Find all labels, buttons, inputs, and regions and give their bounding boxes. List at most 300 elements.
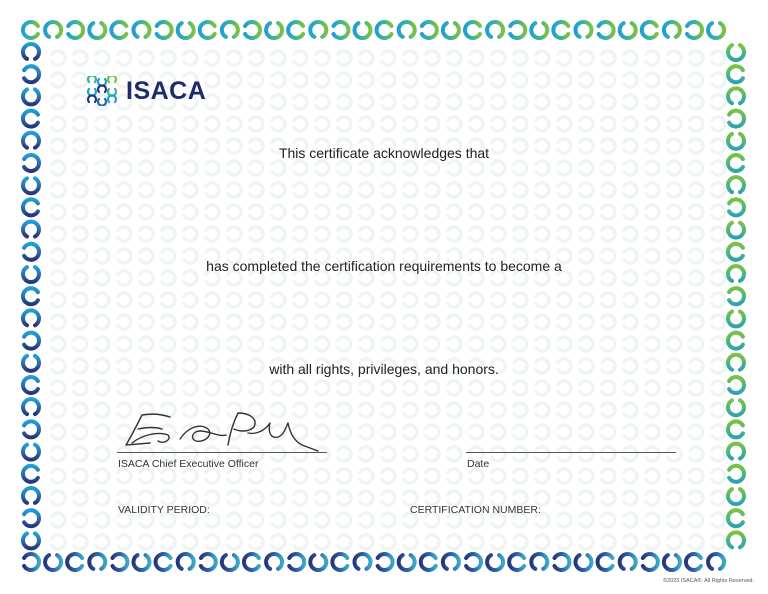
border-ring-shape xyxy=(140,337,153,351)
border-ring-shape xyxy=(294,469,307,483)
border-ring-shape xyxy=(184,381,197,395)
border-ring-shape xyxy=(96,227,109,241)
border-ring-shape xyxy=(162,469,175,483)
border-ring-shape xyxy=(272,117,285,131)
border-ring-shape xyxy=(558,403,571,417)
border-ring-shape xyxy=(23,445,39,460)
border-ring-shape xyxy=(712,381,725,395)
border-ring-shape xyxy=(558,205,571,219)
border-ring-shape xyxy=(316,95,329,109)
border-ring-shape xyxy=(250,491,263,505)
border-ring-shape xyxy=(514,183,527,197)
border-ring-shape xyxy=(448,337,461,351)
border-ring-shape xyxy=(646,117,659,131)
border-ring-shape xyxy=(228,227,241,241)
border-ring-shape xyxy=(514,337,527,351)
border-ring-shape xyxy=(24,66,39,82)
border-ring-shape xyxy=(52,73,65,87)
border-ring-shape xyxy=(162,205,175,219)
border-ring-shape xyxy=(426,425,439,439)
border-ring-shape xyxy=(360,205,373,219)
border-ring-shape xyxy=(404,51,417,65)
border-ring-shape xyxy=(96,381,109,395)
border-ring-shape xyxy=(118,381,131,395)
border-ring-shape xyxy=(140,491,153,505)
border-ring-shape xyxy=(558,469,571,483)
border-ring-shape xyxy=(360,337,373,351)
border-ring-shape xyxy=(266,554,282,569)
border-ring-shape xyxy=(668,513,681,527)
border-ring-shape xyxy=(360,95,373,109)
border-ring-shape xyxy=(426,315,439,329)
border-ring-shape xyxy=(360,491,373,505)
border-ring-shape xyxy=(338,425,351,439)
border-ring-shape xyxy=(712,469,725,483)
border-ring-shape xyxy=(45,555,61,570)
border-ring-shape xyxy=(74,337,87,351)
border-ring-shape xyxy=(668,403,681,417)
border-ring-shape xyxy=(74,513,87,527)
border-ring-shape xyxy=(536,425,549,439)
border-ring-shape xyxy=(664,22,680,37)
border-ring-shape xyxy=(96,205,109,219)
border-ring-shape xyxy=(514,469,527,483)
border-ring-shape xyxy=(668,425,681,439)
border-ring-shape xyxy=(52,403,65,417)
border-ring-shape xyxy=(250,51,263,65)
border-ring-shape xyxy=(443,554,459,569)
border-ring-shape xyxy=(448,117,461,131)
border-ring-shape xyxy=(668,293,681,307)
border-ring-shape xyxy=(558,513,571,527)
border-ring-shape xyxy=(96,513,109,527)
border-ring-shape xyxy=(96,535,109,549)
border-ring-shape xyxy=(382,293,395,307)
border-ring-shape xyxy=(426,337,439,351)
border-ring-shape xyxy=(206,73,219,87)
border-ring-shape xyxy=(448,469,461,483)
border-ring-shape xyxy=(712,315,725,329)
border-ring-shape xyxy=(140,469,153,483)
border-ring-shape xyxy=(602,227,615,241)
border-ring-shape xyxy=(118,161,131,175)
border-ring-shape xyxy=(690,315,703,329)
border-ring-shape xyxy=(250,469,263,483)
completion-text: has completed the certification requirements to become a xyxy=(206,258,562,274)
border-ring-shape xyxy=(514,491,527,505)
border-ring-shape xyxy=(74,403,87,417)
border-ring-shape xyxy=(510,22,525,38)
border-ring-shape xyxy=(728,66,743,82)
border-ring-shape xyxy=(272,51,285,65)
border-ring-shape xyxy=(89,554,105,569)
border-ring-shape xyxy=(646,491,659,505)
border-ring-shape xyxy=(272,205,285,219)
border-ring-shape xyxy=(728,312,744,327)
border-ring-shape xyxy=(448,293,461,307)
border-ring-shape xyxy=(399,555,415,570)
border-ring-shape xyxy=(646,183,659,197)
border-ring-shape xyxy=(624,161,637,175)
border-ring-shape xyxy=(382,425,395,439)
border-ring-shape xyxy=(536,469,549,483)
border-ring-shape xyxy=(580,469,593,483)
border-ring-shape xyxy=(646,51,659,65)
border-ring-shape xyxy=(382,491,395,505)
border-ring-shape xyxy=(602,95,615,109)
border-ring-shape xyxy=(536,95,549,109)
border-ring-shape xyxy=(624,183,637,197)
border-ring-shape xyxy=(228,95,241,109)
border-ring-shape xyxy=(470,315,483,329)
border-ring-shape xyxy=(536,117,549,131)
border-ring-shape xyxy=(404,73,417,87)
border-ring-shape xyxy=(404,337,417,351)
border-ring-shape xyxy=(382,73,395,87)
border-ring-shape xyxy=(470,337,483,351)
border-ring-shape xyxy=(668,73,681,87)
border-ring-shape xyxy=(96,491,109,505)
border-ring-shape xyxy=(23,288,38,304)
border-ring-shape xyxy=(250,183,263,197)
border-ring-shape xyxy=(602,161,615,175)
border-ring-shape xyxy=(338,161,351,175)
border-ring-shape xyxy=(74,381,87,395)
border-ring-shape xyxy=(514,95,527,109)
border-ring-shape xyxy=(74,315,87,329)
border-ring-shape xyxy=(294,51,307,65)
border-ring-shape xyxy=(404,469,417,483)
border-ring-shape xyxy=(536,161,549,175)
border-ring-shape xyxy=(404,161,417,175)
border-ring-shape xyxy=(690,403,703,417)
border-ring-shape xyxy=(360,117,373,131)
border-ring-shape xyxy=(118,293,131,307)
border-ring-shape xyxy=(624,469,637,483)
border-ring-shape xyxy=(712,293,725,307)
border-ring-shape xyxy=(378,554,393,570)
border-ring-shape xyxy=(96,469,109,483)
border-ring-shape xyxy=(23,111,38,127)
border-ring-shape xyxy=(178,23,194,38)
border-ring-shape xyxy=(602,447,615,461)
border-ring-shape xyxy=(426,447,439,461)
border-ring-shape xyxy=(184,51,197,65)
border-ring-shape xyxy=(338,205,351,219)
border-ring-shape xyxy=(272,73,285,87)
border-ring-shape xyxy=(338,51,351,65)
border-ring-shape xyxy=(178,554,194,569)
border-ring-shape xyxy=(118,183,131,197)
border-ring-shape xyxy=(52,513,65,527)
border-ring-shape xyxy=(96,161,109,175)
border-ring-shape xyxy=(555,554,570,570)
border-ring-shape xyxy=(200,22,215,38)
border-ring-shape xyxy=(360,161,373,175)
border-ring-shape xyxy=(23,488,39,503)
border-ring-shape xyxy=(470,293,483,307)
border-ring-shape xyxy=(728,489,744,504)
border-ring-shape xyxy=(162,315,175,329)
border-ring-shape xyxy=(646,161,659,175)
border-ring-shape xyxy=(558,161,571,175)
border-ring-shape xyxy=(536,73,549,87)
border-ring-shape xyxy=(134,555,150,570)
border-ring-shape xyxy=(492,491,505,505)
border-ring-shape xyxy=(580,95,593,109)
border-ring-shape xyxy=(272,161,285,175)
border-ring-shape xyxy=(404,315,417,329)
border-ring-shape xyxy=(294,491,307,505)
border-ring-shape xyxy=(580,381,593,395)
border-ring-shape xyxy=(206,337,219,351)
border-ring-shape xyxy=(668,447,681,461)
border-ring-shape xyxy=(250,227,263,241)
border-ring-shape xyxy=(668,491,681,505)
border-ring-shape xyxy=(690,117,703,131)
border-ring-shape xyxy=(272,491,285,505)
border-ring-shape xyxy=(426,51,439,65)
border-ring-shape xyxy=(690,227,703,241)
border-ring-shape xyxy=(492,337,505,351)
border-ring-shape xyxy=(443,23,459,38)
border-ring-shape xyxy=(74,469,87,483)
border-ring-shape xyxy=(580,183,593,197)
border-ring-shape xyxy=(310,22,326,37)
border-ring-shape xyxy=(316,469,329,483)
border-ring-shape xyxy=(52,95,65,109)
border-ring-shape xyxy=(360,535,373,549)
border-ring-shape xyxy=(228,337,241,351)
border-ring-shape xyxy=(514,161,527,175)
border-ring-shape xyxy=(52,315,65,329)
border-ring-shape xyxy=(729,466,744,482)
border-ring-shape xyxy=(470,73,483,87)
border-ring-shape xyxy=(96,51,109,65)
border-ring-shape xyxy=(448,447,461,461)
border-ring-shape xyxy=(294,73,307,87)
border-ring-shape xyxy=(492,95,505,109)
border-ring-shape xyxy=(24,554,39,570)
border-ring-shape xyxy=(272,513,285,527)
border-ring-shape xyxy=(558,227,571,241)
border-ring-shape xyxy=(712,337,725,351)
border-ring-shape xyxy=(668,95,681,109)
border-ring-shape xyxy=(74,293,87,307)
border-ring-shape xyxy=(712,51,725,65)
border-ring-shape xyxy=(23,310,39,325)
border-ring-shape xyxy=(602,183,615,197)
border-ring-shape xyxy=(162,227,175,241)
border-ring-shape xyxy=(728,88,744,103)
border-ring-shape xyxy=(470,161,483,175)
border-ring-shape xyxy=(228,315,241,329)
border-ring-shape xyxy=(580,315,593,329)
border-ring-shape xyxy=(558,293,571,307)
border-ring-shape xyxy=(228,183,241,197)
border-ring-shape xyxy=(728,177,744,192)
border-ring-shape xyxy=(514,447,527,461)
border-ring-shape xyxy=(272,381,285,395)
border-ring-shape xyxy=(52,447,65,461)
border-ring-shape xyxy=(646,425,659,439)
border-ring-shape xyxy=(310,555,326,570)
border-ring-shape xyxy=(580,227,593,241)
border-ring-shape xyxy=(536,337,549,351)
border-ring-shape xyxy=(690,95,703,109)
border-ring-shape xyxy=(360,51,373,65)
border-ring-shape xyxy=(470,535,483,549)
border-ring-shape xyxy=(250,513,263,527)
border-ring-shape xyxy=(24,421,39,437)
border-ring-shape xyxy=(96,337,109,351)
border-ring-shape xyxy=(712,183,725,197)
border-ring-shape xyxy=(690,425,703,439)
border-ring-shape xyxy=(404,205,417,219)
border-ring-shape xyxy=(377,22,392,38)
border-ring-shape xyxy=(294,337,307,351)
border-ring-shape xyxy=(531,554,547,569)
border-ring-shape xyxy=(426,535,439,549)
border-ring-shape xyxy=(96,425,109,439)
border-ring-shape xyxy=(448,73,461,87)
border-ring-shape xyxy=(382,469,395,483)
border-ring-shape xyxy=(118,337,131,351)
border-ring-shape xyxy=(184,491,197,505)
border-ring-shape xyxy=(222,555,238,570)
border-ring-shape xyxy=(602,51,615,65)
border-ring-shape xyxy=(599,22,614,38)
border-ring-shape xyxy=(52,51,65,65)
border-ring-shape xyxy=(729,377,744,393)
border-ring-shape xyxy=(712,513,725,527)
border-ring-shape xyxy=(712,425,725,439)
border-ring-shape xyxy=(728,444,744,459)
border-ring-shape xyxy=(23,90,39,105)
border-ring-shape xyxy=(294,293,307,307)
border-ring-shape xyxy=(360,403,373,417)
border-ring-shape xyxy=(492,227,505,241)
border-ring-shape xyxy=(382,205,395,219)
border-ring-shape xyxy=(67,554,82,570)
border-ring-shape xyxy=(580,161,593,175)
border-ring-shape xyxy=(646,73,659,87)
border-ring-shape xyxy=(184,315,197,329)
border-ring-shape xyxy=(492,381,505,395)
border-ring-shape xyxy=(24,510,39,526)
border-ring-shape xyxy=(23,399,39,414)
border-ring-shape xyxy=(294,183,307,197)
border-ring-shape xyxy=(206,117,219,131)
border-ring-shape xyxy=(23,534,39,549)
border-ring-shape xyxy=(272,535,285,549)
border-ring-shape xyxy=(294,161,307,175)
border-ring-shape xyxy=(492,293,505,307)
border-ring-shape xyxy=(646,205,659,219)
border-ring-shape xyxy=(184,337,197,351)
border-ring-shape xyxy=(74,95,87,109)
border-ring-shape xyxy=(140,381,153,395)
border-ring-shape xyxy=(338,315,351,329)
border-ring-shape xyxy=(470,117,483,131)
border-ring-shape xyxy=(23,199,38,215)
border-ring-shape xyxy=(492,161,505,175)
border-ring-shape xyxy=(580,205,593,219)
border-ring-shape xyxy=(355,554,371,569)
border-ring-shape xyxy=(382,117,395,131)
ceo-signature-image xyxy=(118,405,333,455)
border-ring-shape xyxy=(558,381,571,395)
border-ring-shape xyxy=(712,205,725,219)
border-ring-shape xyxy=(558,95,571,109)
border-ring-shape xyxy=(646,95,659,109)
border-ring-shape xyxy=(294,535,307,549)
border-ring-shape xyxy=(558,117,571,131)
border-ring-shape xyxy=(602,469,615,483)
border-ring-shape xyxy=(140,205,153,219)
border-ring-shape xyxy=(222,22,238,37)
border-ring-shape xyxy=(316,227,329,241)
border-ring-shape xyxy=(52,293,65,307)
border-ring-shape xyxy=(712,161,725,175)
border-ring-shape xyxy=(162,535,175,549)
border-ring-shape xyxy=(52,161,65,175)
border-ring-shape xyxy=(668,227,681,241)
border-ring-shape xyxy=(448,425,461,439)
border-ring-shape xyxy=(624,513,637,527)
border-ring-shape xyxy=(426,293,439,307)
border-ring-shape xyxy=(624,227,637,241)
border-ring-shape xyxy=(602,293,615,307)
border-ring-shape xyxy=(602,403,615,417)
border-ring-shape xyxy=(201,554,216,570)
border-ring-shape xyxy=(294,513,307,527)
border-ring-shape xyxy=(228,161,241,175)
border-ring-shape xyxy=(602,337,615,351)
border-ring-shape xyxy=(382,183,395,197)
border-ring-shape xyxy=(668,337,681,351)
border-ring-shape xyxy=(690,293,703,307)
border-ring-shape xyxy=(23,377,38,393)
border-ring-shape xyxy=(272,293,285,307)
border-ring-shape xyxy=(250,117,263,131)
border-ring-shape xyxy=(74,117,87,131)
border-ring-shape xyxy=(514,227,527,241)
border-ring-shape xyxy=(316,73,329,87)
border-ring-shape xyxy=(668,161,681,175)
border-ring-shape xyxy=(536,447,549,461)
border-ring-shape xyxy=(355,23,371,38)
border-ring-shape xyxy=(382,227,395,241)
border-ring-shape xyxy=(448,161,461,175)
border-ring-shape xyxy=(52,469,65,483)
border-ring-shape xyxy=(729,288,744,304)
border-ring-shape xyxy=(74,205,87,219)
border-ring-shape xyxy=(602,535,615,549)
background-watermark-pattern xyxy=(52,51,725,549)
border-ring-shape xyxy=(690,337,703,351)
border-ring-shape xyxy=(690,51,703,65)
border-ring-shape xyxy=(382,337,395,351)
border-ring-shape xyxy=(448,51,461,65)
border-ring-shape xyxy=(45,22,61,37)
border-ring-shape xyxy=(448,535,461,549)
border-ring-shape xyxy=(728,421,743,437)
border-ring-shape xyxy=(206,315,219,329)
border-ring-shape xyxy=(448,315,461,329)
border-ring-shape xyxy=(338,491,351,505)
ceo-signature-line xyxy=(117,452,327,453)
